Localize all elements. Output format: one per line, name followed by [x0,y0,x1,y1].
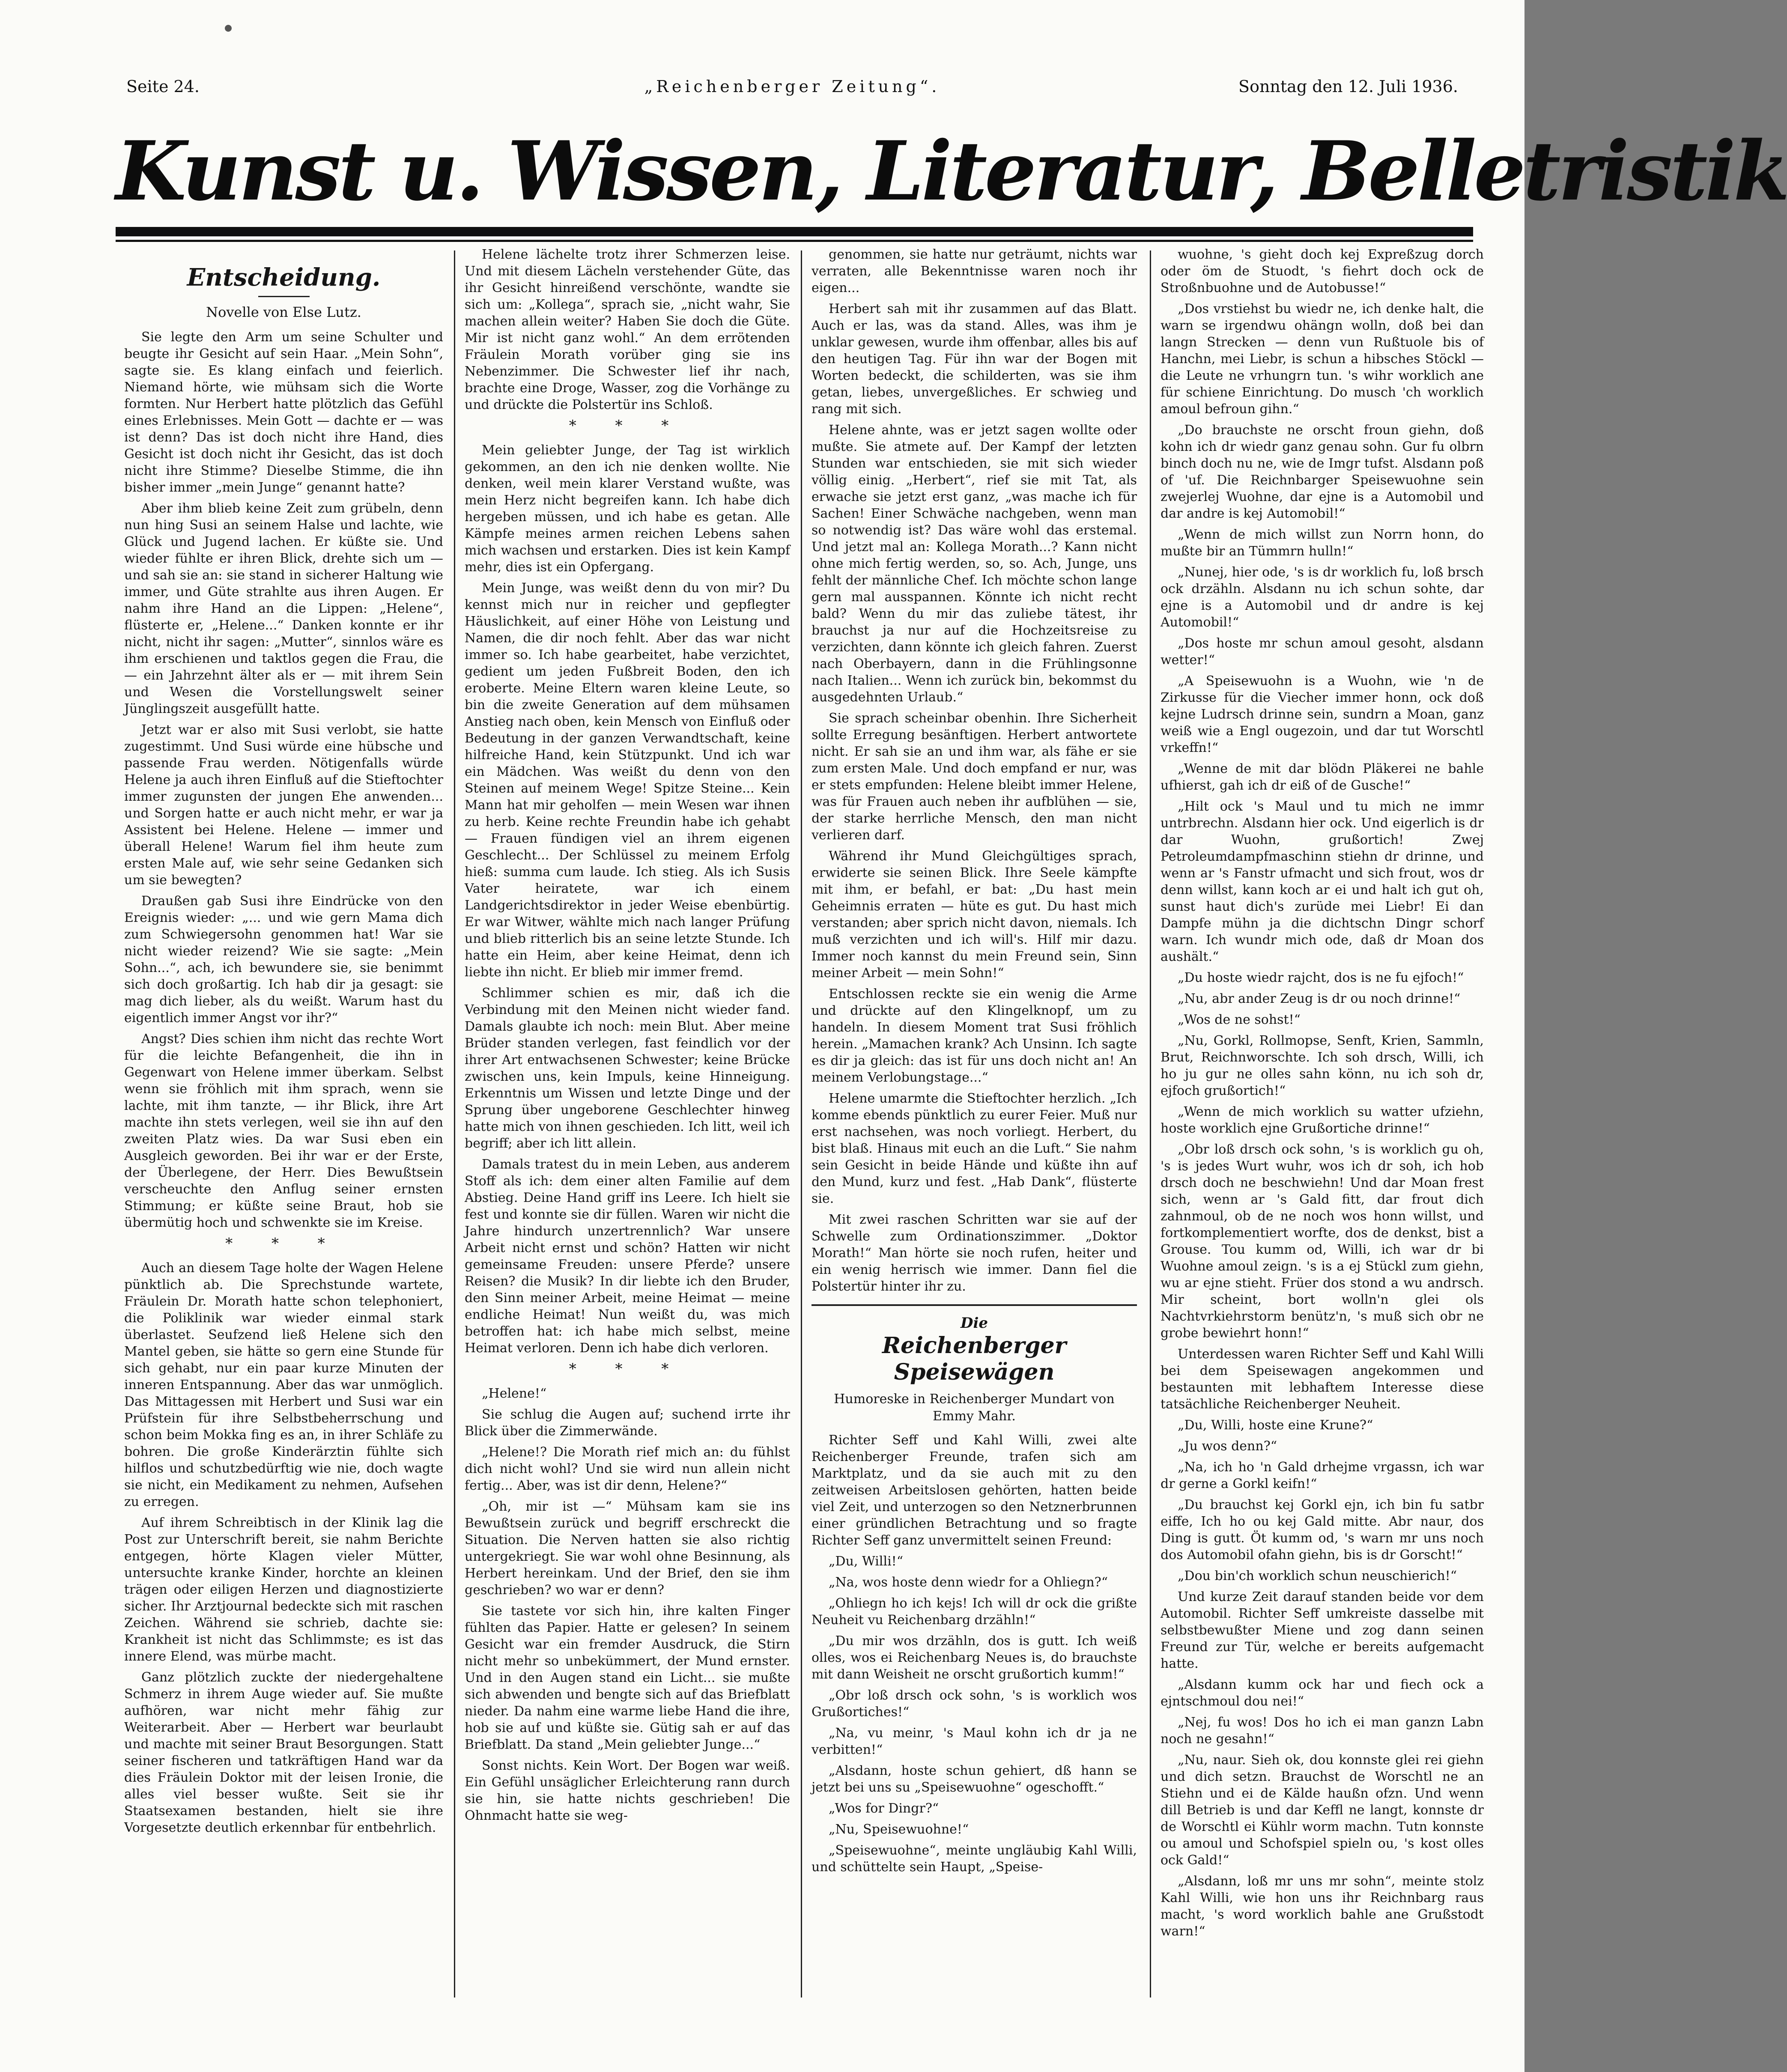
humoresque-title: Reichenberger Speisewägen [882,1333,1067,1385]
paragraph: „Ohliegn ho ich kejs! Ich will dr ock die grißte Neuheit vu Reichenbarg drzähln!“ [811,1596,1137,1628]
paragraph: Unterdessen waren Richter Seff und Kahl Willi bei dem Speisewagen angekommen und bestaunten mit lebhaftem Interesse diese tatsächliche Reichenberger Neuheit. [1161,1347,1484,1412]
page-header [126,77,1458,107]
humoresque-pre-title: Die [960,1315,988,1332]
paragraph: „Speisewuohne“, meinte ungläubig Kahl Willi, und schüttelte sein Haupt, „Speise- [811,1843,1137,1875]
paragraph: „Nu, Gorkl, Rollmopse, Senft, Krien, Sammln, Brut, Reichnworschte. Ich soh drsch, Willi, ich ho ju gur ne olles sahn könn, nu ich soh dr, ejfoch grußortich!“ [1161,1033,1484,1098]
paragraph: Mein Junge, was weißt denn du von mir? Du kennst mich nur in reicher und gepflegter Häuslichkeit, auf einer Höhe von Leistung und Namen, die dir noch fehlt. Aber das war nicht immer so. Ich habe gearbeitet, habe verzichtet, gedient um jeden Fußbreit Boden, den ich eroberte. Meine Eltern waren kleine Leute, so bin die zweite Generation auf dem mühsamen Anstieg nach oben, kein Mensch von Einfluß oder Bedeutung in der ganzen Verwandtschaft, keine hilfreiche Hand, kein Stützpunkt. Und ich war ein Mädchen. Was weißt du denn von den Steinen auf meinem Wege! Spitze Steine... Kein Mann hat mir geholfen — mein Wesen war ihnen zu herb. Keine rechte Freundin habe ich gehabt — Frauen fündigen viel an ihrem eigenen Geschlecht... Der Schlüssel zu meinem Erfolg hieß: summa cum laude. Ich stieg. Als ich Susis Vater heiratete, war ich einem Landgerichtsdirektor in jeder Weise ebenbürtig. Er war Witwer, wählte mich nach langer Prüfung und blieb ritterlich bis an seine letzte Stunde. Ich hatte ein Heim, aber keine Heimat, denn ich liebte ihn nicht. Er blieb mir immer fremd. [465,581,790,980]
paragraph: „Ju wos denn?“ [1178,1439,1277,1454]
paragraph: Mit zwei raschen Schritten war sie auf der Schwelle zum Ordinationszimmer. „Doktor Morath!“ Man hörte sie noch rufen, heiter und ein wenig herrisch wie immer. Dann fiel die Polstertür hinter ihr zu. [811,1212,1137,1294]
paragraph: Sonst nichts. Kein Wort. Der Bogen war weiß. Ein Gefühl unsäglicher Erleichterung rann durch sie hin, sie hatte nichts geschrieben! Die Ohnmacht hatte sie weg- [465,1758,790,1823]
paragraph: Damals tratest du in mein Leben, aus anderem Stoff als ich: dem einer alten Familie auf dem Abstieg. Deine Hand griff ins Leere. Ich hielt sie fest und konnte sie dir füllen. Waren wir nicht die Jahre hindurch unzertrennlich? War unsere Arbeit nicht ernst und schön? Hatten wir nicht gemeinsame Freuden: unsere Pferde? unsere Reisen? die Musik? In dir liebte ich den Bruder, den Sinn meiner Arbeit, meine Heimat — meine endliche Heimat! Nun weißt du, was mich betroffen hat: ich habe mich selbst, meine Heimat verloren. Denn ich habe dich verloren. [465,1157,790,1356]
paragraph: Herbert sah mit ihr zusammen auf das Blatt. Auch er las, was da stand. Alles, was ihm je unklar gewesen, wurde ihm offenbar, alles bis auf den heutigen Tag. Für ihn war der Bogen mit Worten bedeckt, die schilderten, was sie ihm getan, liebes, unvergeßliches. Er schwieg und rang mit sich. [811,301,1137,417]
paragraph: „Hilt ock 's Maul und tu mich ne immr untrbrechn. Alsdann hier ock. Und eigerlich is dr dar Wuohn, grußortich! Zwej Petroleumdampfmaschinn stiehn dr drinne, und wenn ar 's Fanstr ufmacht und sich frout, wos dr denn willst, kann koch ar ei und halt ich gut oh, sunst haut dich's zurüde mei Liebr! Ei dan Dampfe mühn ja die dichtschn Dingr schorf warn. Ich wundr mich ode, daß dr Moan dos aushält.“ [1161,799,1484,964]
newspaper-name: „Reichenberger Zeitung“. [644,77,940,96]
paragraph: Richter Seff und Kahl Willi, zwei alte Reichenberger Freunde, trafen sich am Marktplatz, und da sie auch mit zu den zeitweisen Arbeitslosen gehörten, hatten beide viel Zeit, und unterzogen so den Netznerbrunnen einer gründlichen Betrachtung und so fragte Richter Seff ganz unvermittelt seinen Freund: [811,1433,1137,1548]
paragraph: „Dos vrstiehst bu wiedr ne, ich denke halt, die warn se irgendwu ohängn wolln, doß bei dan langn Strecken — denn vun Rußtuole bis of Hanchn, mei Liebr, is schun a hibsches Stöckl — die Leute ne vrhungrn tun. 's wihr worklich ane für schiene Einrichtung. Do musch 'ch worklich amoul befroun gihn.“ [1161,301,1484,417]
paragraph: Entschlossen reckte sie ein wenig die Arme und drückte auf den Klingelknopf, um zu handeln. In diesem Moment trat Susi fröhlich herein. „Mamachen krank? Ach Unsinn. Ich sagte es dir ja gleich: das ist für uns doch nicht an! An meinem Verlobungstage...“ [811,987,1137,1085]
paragraph: Helene lächelte trotz ihrer Schmerzen leise. Und mit diesem Lächeln verstehender Güte, das ihr Gesicht hinreißend verschönte, wandte sie sich um: „Kollega“, sprach sie, „nicht wahr, Sie machen allein weiter? Haben Sie doch die Güte. Mir ist nicht ganz wohl.“ An dem errötenden Fräulein Morath vorüber ging sie ins Nebenzimmer. Die Schwester lief ihr nach, brachte eine Droge, Wasser, zog die Vorhänge zu und drückte die Polstertür ins Schloß. [465,247,790,412]
print-dot [225,25,232,32]
paragraph: „Nunej, hier ode, 's is dr worklich fu, loß brsch ock drzähln. Alsdann nu ich schun sohte, dar ejne is a Automobil und dr andre is kej Automobil!“ [1161,565,1484,630]
paragraph: Sie schlug die Augen auf; suchend irrte ihr Blick über die Zimmerwände. [465,1407,790,1439]
paragraph: „Wenn de mich worklich su watter ufziehn, hoste worklich ejne Grußortiche drinne!“ [1161,1104,1484,1136]
paragraph: Sie legte den Arm um seine Schulter und beugte ihr Gesicht auf sein Haar. „Mein Sohn“, sagte sie. Es klang einfach und feierlich. Niemand hörte, wie mühsam sich die Worte formten. Nur Herbert hatte plötzlich das Gefühl eines Erlebnisses. Mein Gott — dachte er — was ist denn? Das ist doch nicht ihre Hand, dies Gesicht ist doch nicht ihr Gesicht, das ist doch nicht ihre Stimme? Dieselbe Stimme, die ihn bisher immer „mein Junge“ genannt hatte? [124,330,443,495]
masthead-rule [116,227,1473,236]
paragraph: „Nu, abr ander Zeug is dr ou noch drinne!“ [1178,991,1461,1006]
paragraph: Sie tastete vor sich hin, ihre kalten Finger fühlten das Papier. Hatte er gelesen? In seinem Gesicht war ein fremder Ausdruck, die Stirn nicht mehr so unbekümmert, der Mund ernster. Und in den Augen stand ein Licht... sie mußte sich abwenden und bengte sich auf das Briefblatt nieder. Da nahm eine warme liebe Hand die ihre, hob sie auf und küßte sie. Gütig sah er auf das Briefblatt. Da stand „Mein geliebter Junge...“ [465,1604,790,1752]
paragraph: Helene ahnte, was er jetzt sagen wollte oder mußte. Sie atmete auf. Der Kampf der letzten Stunden war entschieden, sie mit sich wieder völlig einig. „Herbert“, rief sie mit Tat, als erwache sie jetzt erst ganz, „was mache ich für Sachen! Einer Schwäche nachgeben, wenn man so notwendig ist? Das wäre wohl das erstemal. Und jetzt mal an: Kollega Morath...? Kann nicht ohne mich fertig werden, so, so. Ach, Junge, uns fehlt der männliche Chef. Ich möchte schon lange gern mal ausspannen. Könnte ich nicht recht bald? Wenn du mir das zuliebe tätest, ihr brauchst ja nur auf die Hochzeitsreise zu verzichten, dann könnte ich gleich fahren. Zuerst nach Oberbayern, dann in die Frühlingsonne nach Italien... Wenn ich zurück bin, bekommst du ausgedehnten Urlaub.“ [811,423,1137,705]
paragraph: „Alsdann, hoste schun gehiert, dß hann se jetzt bei uns su „Speisewuohne“ ogeschofft.“ [811,1763,1137,1795]
paragraph: Und kurze Zeit darauf standen beide vor dem Automobil. Richter Seff umkreiste dasselbe mit selbstbewußter Miene und zog dann seinen Freund zur Tür, welche er bereits aufgemacht hatte. [1161,1589,1484,1671]
paragraph: Auf ihrem Schreibtisch in der Klinik lag die Post zur Unterschrift bereit, sie nahm Berichte entgegen, hörte Klagen vieler Mütter, untersuchte kranke Kinder, horchte an kleinen trägen oder eiligen Herzen und diagnostizierte sicher. Ihr Arztjournal bedeckte sich mit raschen Zeichen. Während sie schrieb, dachte sie: Krankheit ist nicht das Schlimmste; es ist das innere Elend, was mürbe macht. [124,1515,443,1664]
paragraph: Mein geliebter Junge, der Tag ist wirklich gekommen, an den ich nie denken wollte. Nie denken, weil mein klarer Verstand wußte, was mein Herz nicht begreifen kann. Ich habe dich hergeben müssen, und ich habe es getan. Alle Kämpfe meines armen reichen Lebens sahen mich wachsen und erstarken. Dies ist kein Kampf mehr, dies ist ein Opfergang. [465,443,790,575]
page-number: Seite 24. [126,77,200,96]
paragraph: Jetzt war er also mit Susi verlobt, sie hatte zugestimmt. Und Susi würde eine hübsche und passende Frau werden. Nötigenfalls würde Helene ja auch ihren Einfluß auf die Stieftochter immer zugunsten der jungen Ehe anwenden... und Sorgen hatte er auch nicht mehr, er war ja Assistent bei Helene. Helene — immer und überall Helene! Warum fiel ihm heute zum ersten Male auf, wie sehr seine Gedanken sich um sie bewegten? [124,722,443,888]
section-stars: * * * [569,1360,686,1377]
paragraph: Schlimmer schien es mir, daß ich die Verbindung mit den Meinen nicht wieder fand. Damals glaubte ich noch: mein Blut. Aber meine Brüder standen verlegen, fast feindlich vor der ihrer Art entwachsenen Schwester; keine Brücke zwischen uns, kein Impuls, keine Hinneigung. Erkenntnis um Wissen und letzte Dinge und der Sprung über ungeborene Geschlechter hinweg hatte mich von ihnen geschieden. Ich litt, weil ich begriff; aber ich litt allein. [465,986,790,1151]
column-1 [124,246,443,2006]
column-2 [465,246,790,2006]
paragraph: „Helene!“ [482,1386,547,1401]
paragraph: „Oh, mir ist —“ Mühsam kam sie ins Bewußtsein zurück und begriff erschreckt die Situation. Die Nerven hatten sie also richtig untergekriegt. Sie war wohl ohne Besinnung, als Herbert hereinkam. Und der Brief, den sie ihm geschrieben? wo war er denn? [465,1499,790,1598]
paragraph: Auch an diesem Tage holte der Wagen Helene pünktlich ab. Die Sprechstunde wartete, Fräulein Dr. Morath hatte schon telephoniert, die Poliklinik war wieder einmal stark überlastet. Seufzend ließ Helene sich den Mantel geben, sie hätte so gern eine Stunde für sich gehabt, nur ein paar kurze Minuten der inneren Entspannung. Aber das war unmöglich. Das Mittagessen mit Herbert und Susi war ein Prüfstein für ihre Selbstbeherrschung und schon beim Mokka fing es an, in ihrer Schläfe zu bohren. Die große Kinderärztin fühlte sich hilflos und schutzbedürftig wie nie, doch wagte sie nicht, ein Medikament zu nehmen, Aufsehen zu erregen. [124,1261,443,1509]
paragraph: „Do brauchste ne orscht froun giehn, doß kohn ich dr wiedr ganz genau sohn. Gur fu olbrn binch doch nu ne, wie de Imgr tufst. Alsdann poß of 'uf. Die Reichnbarger Speisewuohne sein zwejerlej Wuohne, dar ejne is a Automobil und dar andre is kej Automobil!“ [1161,423,1484,521]
paragraph: „Alsdann kumm ock har und fiech ock a ejntschmoul dou nei!“ [1161,1677,1484,1709]
paragraph: „Nu, Speisewuohne!“ [829,1822,969,1837]
story-title: Entscheidung. [187,263,381,292]
story-byline: Novelle von Else Lutz. [206,304,361,320]
paragraph: „Wenn de mich willst zun Norrn honn, do mußte bir an Tümmrn hulln!“ [1161,527,1484,559]
paragraph: Sie sprach scheinbar obenhin. Ihre Sicherheit sollte Erregung besänftigen. Herbert antwortete nicht. Er sah sie an und ihm war, als fähe er sie zum ersten Male. Und doch empfand er nur, was er stets empfunden: Helene bleibt immer Helene, was für Frauen auch neben ihr aufblühen — sie, der starke herrliche Mensch, den man nicht verlieren darf. [811,711,1137,843]
paragraph: „Du, Willi!“ [829,1554,904,1569]
paragraph: „Na, vu meinr, 's Maul kohn ich dr ja ne verbitten!“ [811,1726,1137,1757]
paragraph: „A Speisewuohn is a Wuohn, wie 'n de Zirkusse für die Viecher immer honn, ock doß kejne Ludrsch drinne sein, sundrn a Moan, ganz weiß wie a Engl ougezoin, und dar tut Worschtl vrkeffn!“ [1161,674,1484,755]
paragraph: „Wos for Dingr?“ [829,1801,939,1816]
paragraph: „Obr loß drsch ock sohn, 's is worklich wos Grußortiches!“ [811,1688,1137,1720]
column-4 [1161,246,1484,2006]
paragraph: „Na, wos hoste denn wiedr for a Ohliegn?“ [829,1575,1108,1590]
humoresque-subtitle: Humoreske in Reichenberger Mundart von Emmy Mahr. [834,1392,1115,1424]
paragraph: „Nej, fu wos! Dos ho ich ei man ganzn Labn noch ne gesahn!“ [1161,1715,1484,1747]
paragraph: „Helene!? Die Morath rief mich an: du fühlst dich nicht wohl? Und sie wird nun allein nicht fertig... Aber, was ist dir denn, Helene?“ [465,1445,790,1493]
paragraph: „Du mir wos drzähln, dos is gutt. Ich weiß olles, wos ei Reichenbarg Neues is, do brauchste mit dann Weisheit ne orscht grußortich kumm!“ [811,1634,1137,1682]
paragraph: „Du brauchst kej Gorkl ejn, ich bin fu satbr eiffe, Ich ho ou kej Gald mitte. Abr naur, dos Ding is gutt. Öt kumm od, 's warn mr uns noch dos Automobil ofahn giehn, bis is dr Gorscht!“ [1161,1497,1484,1562]
paragraph: Angst? Dies schien ihm nicht das rechte Wort für die leichte Befangenheit, die ihn in Gegenwart von Helene immer überkam. Selbst wenn sie fröhlich mit ihm sprach, wenn sie lachte, mit ihm tanzte, — ihr Blick, ihre Art machte ihn stets verlegen, weil sie ihn auf den zweiten Platz wies. Da war Susi eben ein Ausgleich geworden. Bei ihr war er der Erste, der Überlegene, der Herr. Dies Bewußtsein verscheuchte den Anflug seiner ernsten Stimmung; er küßte seine Braut, hob sie übermütig hoch und schwenkte sie im Kreise. [124,1032,443,1230]
column-divider [454,250,455,1997]
paragraph: Aber ihm blieb keine Zeit zum grübeln, denn nun hing Susi an seinem Halse und lachte, wie Glück und Jugend lachen. Er küßte sie. Und wieder fühlte er ihren Blick, drehte sich um — und sah sie an: sie stand in sicherer Haltung wie immer, und Güte strahlte aus ihren Augen. Er nahm ihre Hand an die Lippen: „Helene“, flüsterte er, „Helene...“ Danken konnte er ihr nicht, nicht ihr sagen: „Mutter“, sinnlos wäre es ihm erschienen und taktlos gegen die Frau, die — ein Jahrzehnt älter als er — mit ihrem Sein und Wesen die Vorstellungswelt seiner Jünglingszeit ausgefüllt hatte. [124,501,443,716]
column-divider [1150,250,1151,1997]
paragraph: genommen, sie hatte nur geträumt, nichts war verraten, alle Bekenntnisse waren noch ihr eigen... [811,247,1137,295]
paragraph: „Wos de ne sohst!“ [1178,1012,1301,1027]
paragraph: „Obr loß drsch ock sohn, 's is worklich gu oh, 's is jedes Wurt wuhr, wos ich dr soh, ich hob drsch doch ne beschwiehn! Und dar Moan frest sich, wenn ar 's Gald fitt, dar frout dich zahnmoul, ob de ne noch wos honn willst, und fortkomplementiert worfte, dos de denkst, bist a Grouse. Tou kumm od, Willi, ich war dr bi Wuohne amoul zeign. 's is a ej Stückl zum giehn, wu ar ejne stieht. Früer dos stond a wu andrsch. Mir scheint, bort wolln'n glei ols Nachtvrkiehrstorm benütz'n, 's muß sich obr ne grobe bewiehrt honn!“ [1161,1142,1484,1341]
paragraph: „Dou bin'ch worklich schun neuschierich!“ [1178,1568,1457,1583]
masthead-rule-thin [116,240,1473,242]
section-masthead: Kunst u. Wissen, Literatur, Belletristik [116,123,1787,219]
paragraph: „Dos hoste mr schun amoul gesoht, alsdann wetter!“ [1161,636,1484,668]
paragraph: „Alsdann, loß mr uns mr sohn“, meinte stolz Kahl Willi, wie hon uns ihr Reichnbarg raus macht, 's word worklich bahle ane Grußstodt warn!“ [1161,1874,1484,1939]
paragraph: wuohne, 's gieht doch kej Expreßzug dorch oder öm de Stuodt, 's fiehrt doch ock de Stroßnbuohne und de Autobusse!“ [1161,247,1484,295]
section-stars: * * * [569,417,686,434]
paragraph: „Nu, naur. Sieh ok, dou konnste glei rei giehn und dich setzn. Brauchst de Worschtl ne an Stiehn und ei de Kälde haußn ofzn. Und wenn dill Betrieb is und dar Keffl ne langt, konnste dr de Worschtl ei Kühlr worm machn. Tutn konnste ou amoul und Schofspiel spieln ou, 's kost olles ock Gald!“ [1161,1753,1484,1868]
paragraph: Während ihr Mund Gleichgültiges sprach, erwiderte sie seinen Blick. Ihre Seele kämpfte mit ihm, er befahl, er bat: „Du hast mein Geheimnis erraten — hüte es gut. Du hast mich verstanden; aber sprich nicht davon, niemals. Ich muß verzichten und ich will's. Hilf mir dazu. Immer noch kannst du mein Freund sein, Sinn meiner Arbeit — mein Sohn!“ [811,849,1137,981]
paragraph: „Du hoste wiedr rajcht, dos is ne fu ejfoch!“ [1178,970,1464,985]
section-rule [811,1304,1137,1306]
column-3 [811,246,1137,2006]
paragraph: „Wenne de mit dar blödn Pläkerei ne bahle ufhierst, gah ich dr eiß of de Gusche!“ [1161,761,1484,793]
issue-date: Sonntag den 12. Juli 1936. [1238,77,1458,96]
paragraph: „Du, Willi, hoste eine Krune?“ [1178,1418,1373,1433]
paragraph: Ganz plötzlich zuckte der niedergehaltene Schmerz in ihrem Auge wieder auf. Sie mußte aufhören, war nicht mehr fähig zur Weiterarbeit. Aber — Herbert war beurlaubt und machte mit seiner Braut Besorgungen. Statt seiner fischeren und tatkräftigen Hand war da dies Fräulein Doktor mit der leisen Ironie, die alles viel besser wußte. Seit sie ihr Staatsexamen bestanden, hielt sie ihre Vorgesetzte deutlich erkennbar für entbehrlich. [124,1670,443,1835]
column-divider [801,250,802,1997]
paragraph: Draußen gab Susi ihre Eindrücke von den Ereignis wieder: „... und wie gern Mama dich zum Schwiegersohn genommen hat! War sie nicht wieder reizend? Wie sie sagte: „Mein Sohn...“, ach, ich bewundere sie, sie benimmt sich doch großartig. Ich hab dir ja gesagt: sie mag dich lieber, als du weißt. Warum hast du eigentlich immer Angst vor ihr?“ [124,894,443,1026]
section-stars: * * * [225,1235,342,1252]
title-rule [258,296,310,297]
paragraph: „Na, ich ho 'n Gald drhejme vrgassn, ich war dr gerne a Gorkl keifn!“ [1161,1460,1484,1491]
paragraph: Helene umarmte die Stieftochter herzlich. „Ich komme ebends pünktlich zu eurer Feier. Muß nur erst nachsehen, was noch vorliegt. Herbert, du bist blaß. Hinaus mit euch an die Luft.“ Sie nahm sein Gesicht in beide Hände und küßte ihn auf den Mund, kurz und fest. „Hab Dank“, flüsterte sie. [811,1091,1137,1206]
